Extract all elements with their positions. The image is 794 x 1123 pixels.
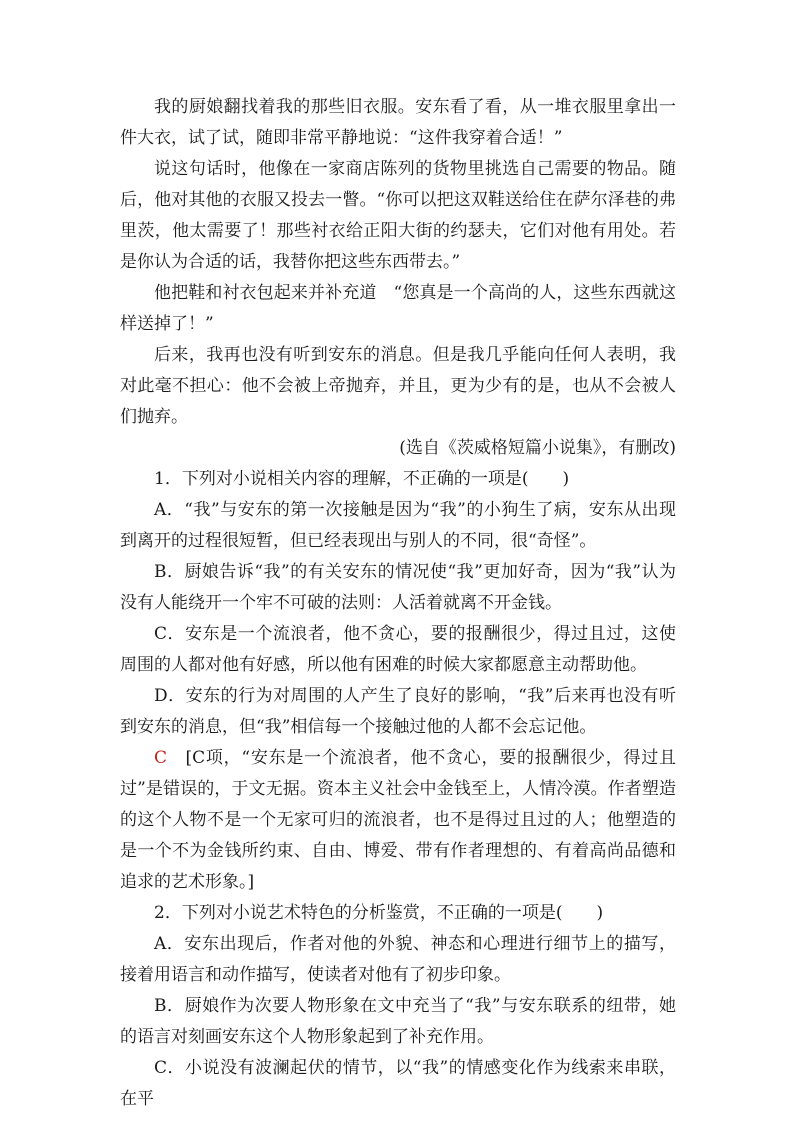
- question-2-option-b: B．厨娘作为次要人物形象在文中充当了“我”与安东联系的纽带，她的语言对刻画安东这个人物形象起到了补充作用。: [120, 996, 676, 1047]
- story-source: (选自《茨威格短篇小说集》，有删改): [399, 438, 676, 458]
- question-1-option-c: C．安东是一个流浪者，他不贪心，要的报酬很少，得过且过，这使周围的人都对他有好感，所以他有困难的时候大家都愿意主动帮助他。: [120, 624, 676, 675]
- question-1-option-d: D．安东的行为对周围的人产生了良好的影响，“我”后来再也没有听到安东的消息，但“我”相信每一个接触过他的人都不会忘记他。: [120, 686, 676, 737]
- story-paragraph-1: 我的厨娘翻找着我的那些旧衣服。安东看了看，从一堆衣服里拿出一件大衣，试了试，随即非常平静地说：“这件我穿着合适！”: [120, 97, 676, 148]
- question-1-option-a: A．“我”与安东的第一次接触是因为“我”的小狗生了病，安东从出现到离开的过程很短暂，但已经表现出与别人的不同，很“奇怪”。: [120, 500, 676, 551]
- story-paragraph-3: 他把鞋和衬衣包起来并补充道 “您真是一个高尚的人，这些东西就这样送掉了！”: [120, 283, 676, 334]
- story-paragraph-2: 说这句话时，他像在一家商店陈列的货物里挑选自己需要的物品。随后，他对其他的衣服又投去一瞥。“你可以把这双鞋送给住在萨尔泽巷的弗里茨，他太需要了！那些衬衣给正阳大街的约瑟夫，它们对他有用处。若是你认为合适的话，我替你把这些东西带去。”: [120, 159, 676, 272]
- question-2-option-a: A．安东出现后，作者对他的外貌、神态和心理进行细节上的描写，接着用语言和动作描写，使读者对他有了初步印象。: [120, 934, 676, 985]
- question-1-stem: 1．下列对小说相关内容的理解，不正确的一项是( ): [154, 469, 570, 489]
- question-1-answer-explanation: [C项，“安东是一个流浪者，他不贪心，要的报酬很少，得过且过”是错误的，于文无据。资本主义社会中金钱至上，人情冷漠。作者塑造的这个人物不是一个无家可归的流浪者，也不是得过且过的人；他塑造的是一个不为金钱所约束、自由、博爱、带有作者理想的、有着高尚品德和追求的艺术形象。]: [120, 748, 676, 892]
- question-1-option-b: B．厨娘告诉“我”的有关安东的情况使“我”更加好奇，因为“我”认为没有人能绕开一个牢不可破的法则：人活着就离不开金钱。: [120, 562, 676, 613]
- question-2-option-c: C．小说没有波澜起伏的情节，以“我”的情感变化作为线索来串联，在平: [120, 1058, 676, 1109]
- question-1-answer: [120, 743, 676, 898]
- question-2-stem: 2．下列对小说艺术特色的分析鉴赏，不正确的一项是( ): [154, 903, 604, 923]
- document-body: [120, 92, 676, 1115]
- story-paragraph-4: 后来，我再也没有听到安东的消息。但是我几乎能向任何人表明，我对此毫不担心：他不会被上帝抛弃，并且，更为少有的是，也从不会被人们抛弃。: [120, 345, 676, 427]
- question-1-answer-letter: C: [154, 748, 168, 768]
